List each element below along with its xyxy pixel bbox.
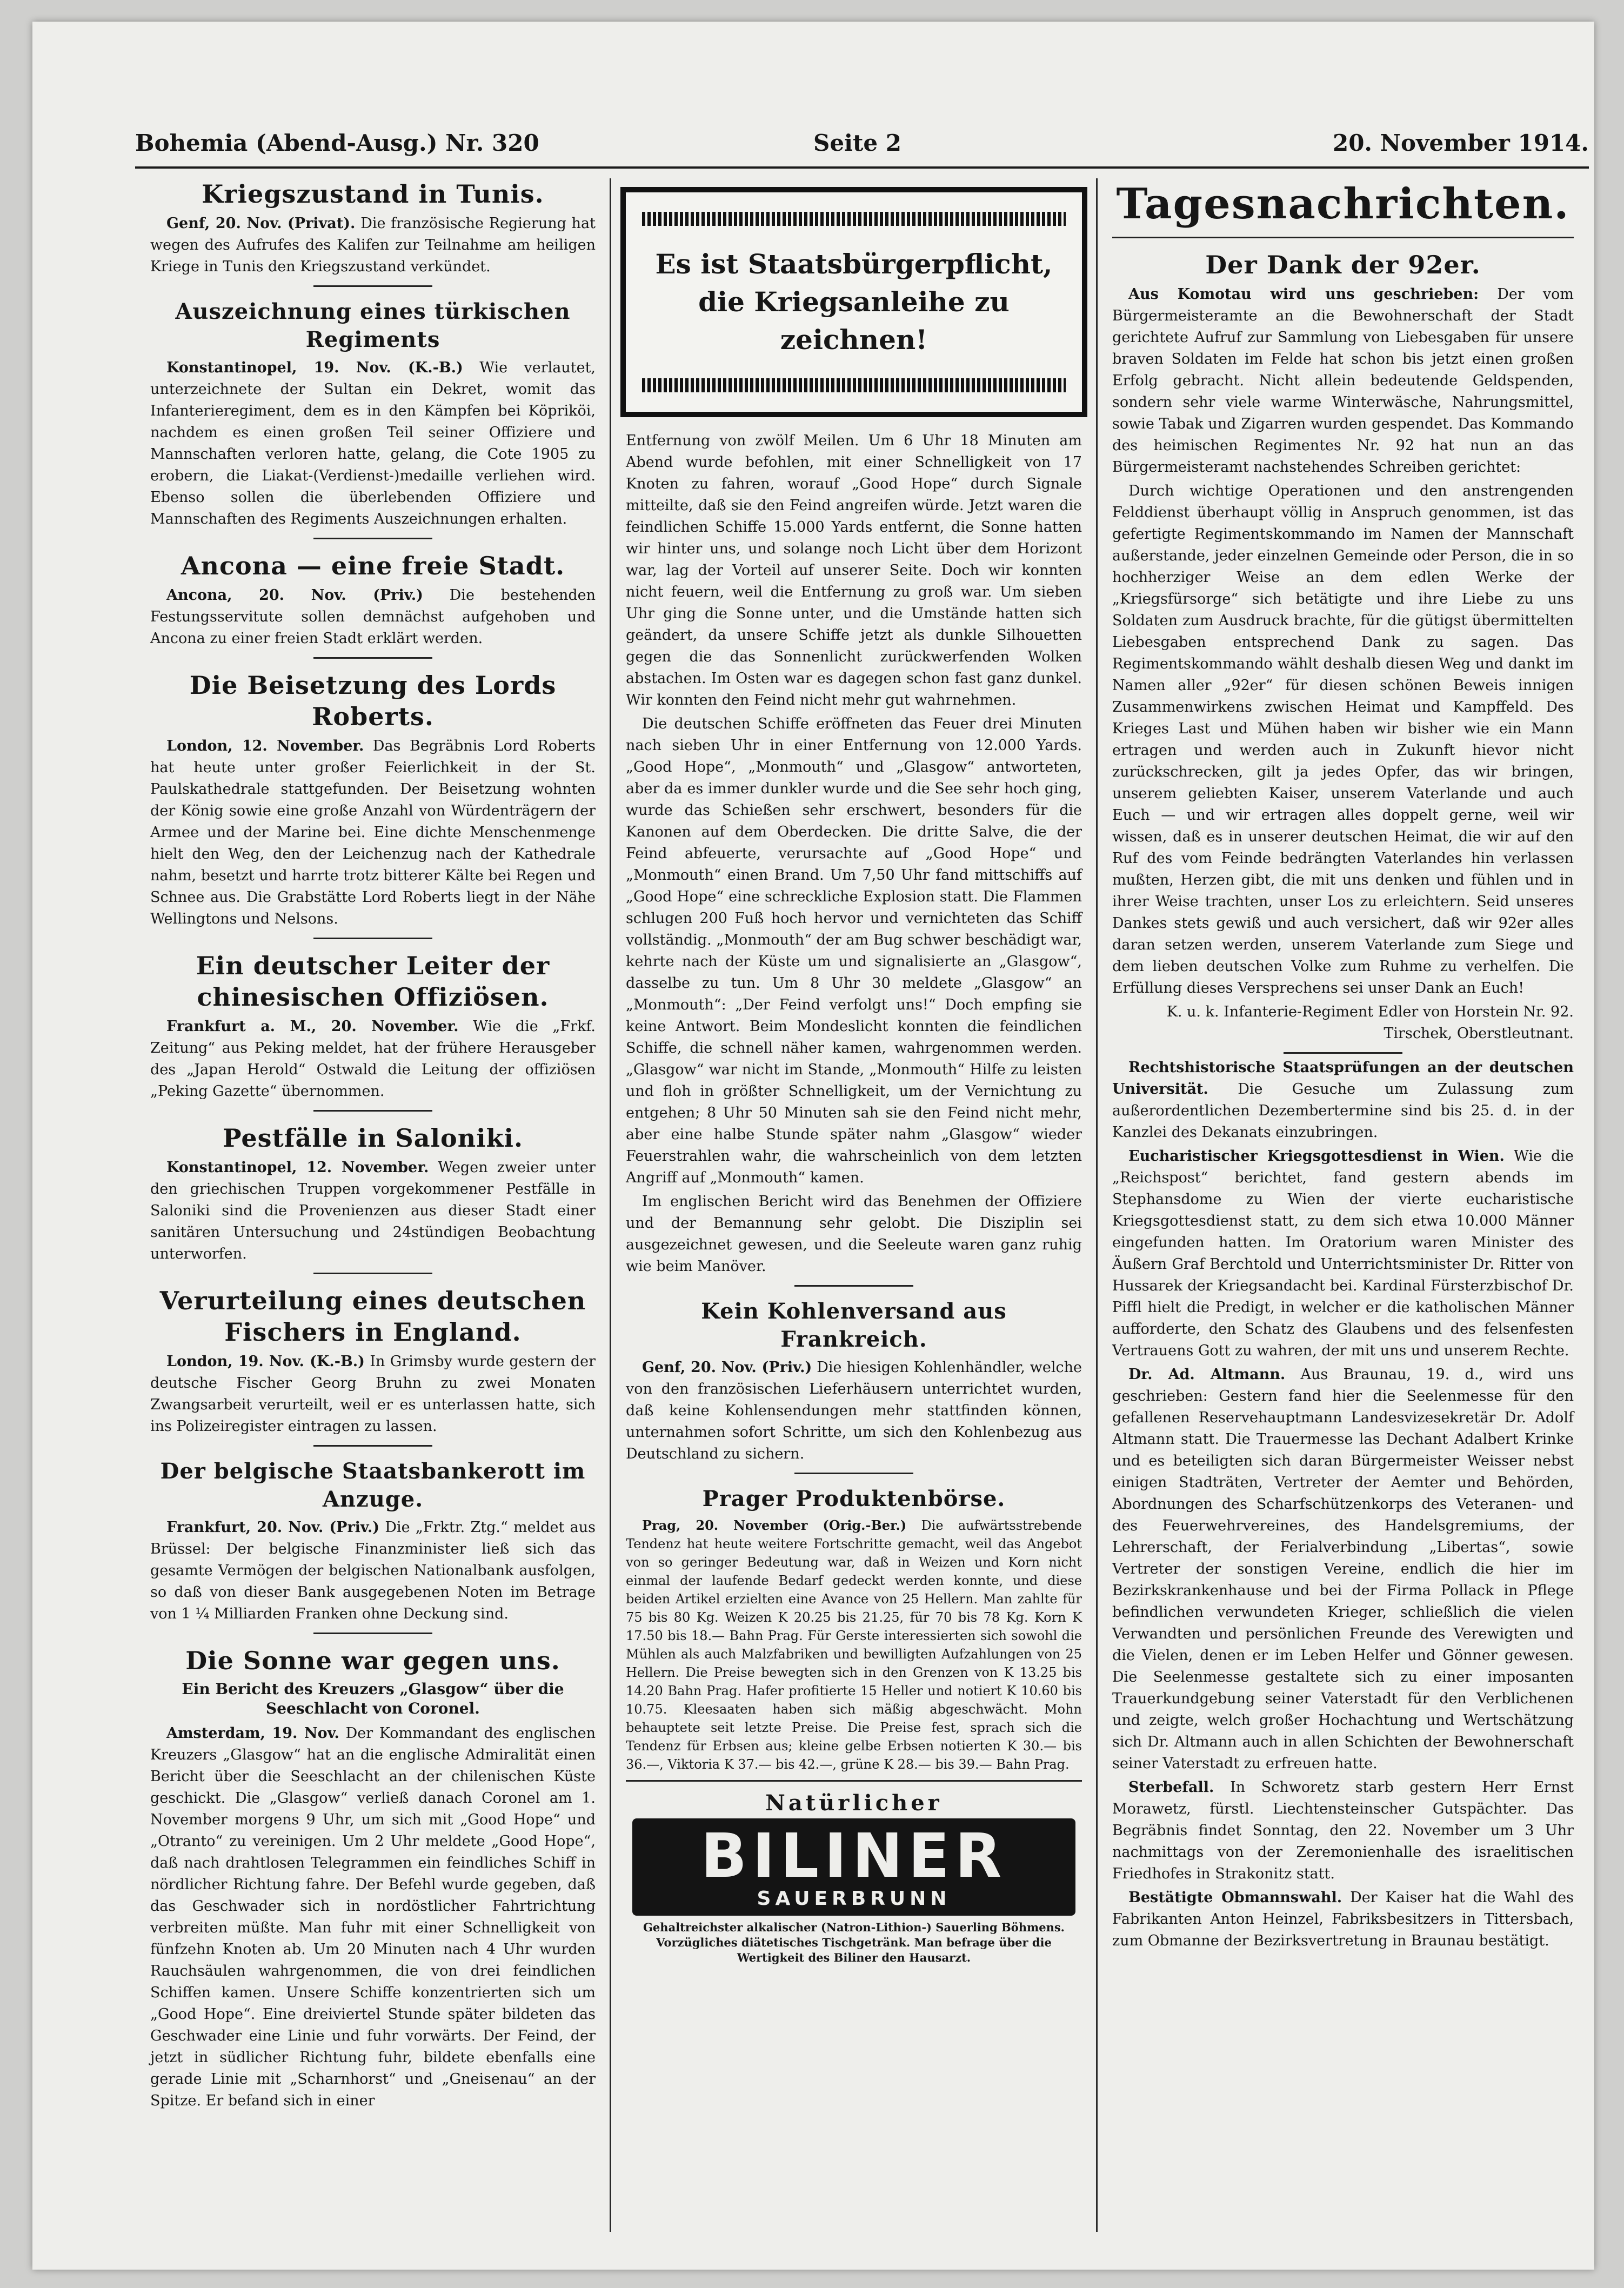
dateline: Genf, 20. Nov. (Priv.) <box>642 1359 812 1376</box>
page-number: Seite 2 <box>813 130 901 156</box>
article-text: Entfernung von zwölf Meilen. Um 6 Uhr 18 Minuten am Abend wurde befohlen, mit einer Schnelligkeit von 17 Knoten zu fahren, worauf „Good Hope“ durch Signale mitteilte, daß sie den Feind angreifen würde. Jetzt waren die feindlichen Schiffe 15.000 Yards entfernt, die Sonne hatten wir hinter uns, und solange noch Licht über dem Horizont war, lag der Vorteil auf unserer Seite. Doch wir konnten nicht feuern, weil die Entfernung zu groß war. Um sieben Uhr ging die Sonne unter, und die Umstände hatten sich geändert, da unsere Schiffe jetzt als dunkle Silhouetten gegen die das Sonnenlicht zurückwerfenden Wolken abstachen. Im Osten war es dagegen schon fast ganz dunkel. Wir konnten den Feind nicht mehr gut wahrnehmen. <box>626 432 1082 708</box>
article-title: Ein deutscher Leiter der chinesischen Offiziösen. <box>196 951 550 1012</box>
column-3 <box>1097 178 1589 2237</box>
article-title: Auszeichnung eines türkischen Regiments <box>175 299 571 352</box>
divider <box>626 1780 1082 1782</box>
article-title: Prager Produktenbörse. <box>702 1486 1006 1511</box>
biliner-logo <box>632 1818 1075 1916</box>
dateline: Sterbefall. <box>1128 1779 1214 1796</box>
article-title: Kein Kohlenversand aus Frankreich. <box>701 1299 1007 1352</box>
dateline: Frankfurt a. M., 20. November. <box>166 1018 459 1035</box>
article-text: Die aufwärtsstrebende Tendenz hat heute weitere Fortschritte gemacht, weil das Angebot von so geringer Bedeutung war, daß in Weizen und Korn nicht einmal der laufende Bedarf gedeckt werden konnte, und diese beiden Artikel erzielten eine Avance von 25 Hellern. Man zahlte für 75 bis 80 Kg. Weizen K 20.25 bis 21.25, für 70 bis 78 Kg. Korn K 17.50 bis 18.— Bahn Prag. Für Gerste interessierten sich sowohl die Mühlen als auch Malzfabriken und bewilligten Aufzahlungen von 25 Hellern. Die Preise bewegten sich in den Grenzen von K 13.25 bis 14.20 Bahn Prag. Hafer profitierte 15 Heller und notiert K 10.60 bis 10.75. Kleesaaten haben sich mäßig abgeschwächt. Mohn behauptete seit letzte Preise. Die Preise fest, sprach sich die Tendenz für Erbsen aus; kleine gelbe Erbsen notierten K 30.— bis 36.—, Viktoria K 37.— bis 42.—, grüne K 28.— bis 39.— Bahn Prag. <box>626 1518 1082 1772</box>
article-title: Kriegszustand in Tunis. <box>202 179 544 209</box>
dateline: London, 12. November. <box>166 738 364 754</box>
biliner-ad <box>626 1792 1082 1965</box>
dateline: Amsterdam, 19. Nov. <box>166 1725 339 1742</box>
divider <box>313 1110 432 1112</box>
article-subtitle: Ein Bericht des Kreuzers „Glasgow“ über die Seeschlacht von Coronel. <box>182 1680 564 1717</box>
dateline: Bestätigte Obmannswahl. <box>1128 1889 1342 1906</box>
dateline: Prag, 20. November (Orig.-Ber.) <box>642 1517 907 1533</box>
article-text: Aus Braunau, 19. d., wird uns geschrieben: Gestern fand hier die Seelenmesse für den gefallenen Reservehauptmann Landesvizesekretär Dr. Adolf Altmann statt. Die Trauermesse las Dechant Adalbert Krinke und es beteiligten sich daran Bürgermeister Weisser nebst einigen Stadträten, Vertreter der Aemter und Behörden, Abordnungen des Scharfschützenkorps des Veteranen- und des Feuerwehrvereines, des Handelsgremiums, der Lehrerschaft, der Ferialverbindung „Libertas“, sowie Vertreter der sonstigen Vereine, endlich die hier im Bezirkskrankenhause und bei der Firma Pollack in Pflege befindlichen verwundeten Krieger, schließlich die vielen Verwandten und persönlichen Freunde des Verewigten und die Vielen, denen er im Leben Helfer und Gönner gewesen. Die Seelenmesse gestaltete sich zu einer imposanten Trauerkundgebung seiner Vaterstadt für den Verblichenen und zeigte, welch großer Hochachtung und Wertschätzung sich Dr. Altmann auch in allen Schichten der Bewohnerschaft seiner Vaterstadt zu erfreuen hatte. <box>1112 1366 1574 1772</box>
page-header <box>135 130 1589 168</box>
article-title: Verurteilung eines deutschen Fischers in England. <box>159 1286 586 1347</box>
section-title: Tagesnachrichten. <box>1116 179 1570 229</box>
dateline: Ancona, 20. Nov. (Priv.) <box>166 587 423 604</box>
dateline: Konstantinopel, 12. November. <box>166 1159 429 1176</box>
divider <box>1284 1052 1402 1054</box>
dateline: Eucharistischer Kriegsgottesdienst in Wien. <box>1128 1148 1505 1165</box>
article-text: Wie die „Frkf. Zeitung“ aus Peking meldet, hat der frühere Herausgeber des „Japan Herold“ Ostwald die Leitung der offiziösen „Peking Gazette“ übernommen. <box>150 1018 596 1100</box>
dateline: Dr. Ad. Altmann. <box>1128 1366 1286 1383</box>
article-text: Im englischen Bericht wird das Benehmen der Offiziere und der Bemannung sehr gelobt. Die Disziplin sei ausgezeichnet gewesen, und die Seeleute waren ganz ruhig wie beim Manöver. <box>626 1193 1082 1275</box>
divider <box>1112 237 1574 238</box>
divider <box>313 1445 432 1447</box>
article-text: Durch wichtige Operationen und den anstrengenden Felddienst überhaupt völlig in Anspruch genommen, ist das gefertigte Regimentskommando im Namen der Mannschaft außerstande, jeder einzelnen Gemeinde oder Person, die in so hochherziger Weise an dem edlen Werke der „Kriegsfürsorge“ sich betätigte und ihre Liebe zu uns Soldaten zum Ausdruck brachte, für die gütigst übermittelten Liebesgaben entsprechend Dank zu sagen. Das Regimentskommando wählt deshalb diesen Weg und dankt im Namen aller „92er“ für diesen schönen Beweis innigen Zusammenwirkens zwischen Heimat und Kampffeld. Des Krieges Last und Mühen haben wir bisher wie ein Mann ertragen und werden auch in Zukunft hievor nicht zurückschrecken, gilt ja jedes Opfer, das wir bringen, unserem geliebten Kaiser, unserem Vaterlande und auch Euch — und wir ertragen alles doppelt gerne, weil wir wissen, daß es in unserer deutschen Heimat, die wir auf den Ruf des vom Feinde bedrängten Vaterlandes hin verlassen mußten, Herzen gibt, die mit uns denken und fühlen und in ihrer Weise trachten, unser Los zu erleichtern. Seid unseres Dankes stets gewiß und auch versichert, daß wir 92er alles daran setzen werden, unserem Vaterlande zum Siege und dem lieben deutschen Volke zum Ruhme zu verhelfen. Die Erfüllung dieses Versprechens sei unser Dank an Euch! <box>1112 483 1574 996</box>
article-text: Die französische Regierung hat wegen des Aufrufes des Kalifen zur Teilnahme am heiligen Kriege in Tunis den Kriegszustand verkündet. <box>150 215 596 275</box>
brand-sub: SAUERBRUNN <box>757 1888 951 1910</box>
signature: K. u. k. Infanterie-Regiment Edler von Horstein Nr. 92. Tirschek, Oberstleutnant. <box>1166 1003 1574 1042</box>
article-text: Die deutschen Schiffe eröffneten das Feuer drei Minuten nach sieben Uhr in einer Entfernung von 12.000 Yards. „Good Hope“, „Monmouth“ und „Glasgow“ antworteten, aber da es immer dunkler wurde und die See sehr hoch ging, wurde das Schießen sehr erschwert, besonders für die Kanonen auf dem Oberdecken. Die dritte Salve, die der Feind abfeuerte, verursachte auf „Good Hope“ und „Monmouth“ einen Brand. Um 7,50 Uhr fand mittschiffs auf „Good Hope“ eine schreckliche Explosion statt. Die Flammen schlugen 200 Fuß hoch hervor und vernichteten das Schiff vollständig. „Monmouth“ der am Bug schwer beschädigt war, kehrte nach der Küste um und signalisierte an „Glasgow“, dasselbe zu tun. Um 8 Uhr 30 meldete „Glasgow“ an „Monmouth“: „Der Feind verfolgt uns!“ Doch empfing sie keine Antwort. Beim Mondeslicht konnten die feindlichen Schiffe, die schnell näher kamen, wahrgenommen werden. „Glasgow“ war nicht im Stande, „Monmouth“ Hilfe zu leisten und floh in größter Schnelligkeit, um der Vernichtung zu entgehen; 8 Uhr 50 Minuten sah sie den Feind nicht mehr, aber eine halbe Stunde später nahm „Glasgow“ wieder Feuerstrahlen wahr, die wahrscheinlich von dem letzten Angriff auf „Monmouth“ kamen. <box>626 715 1082 1186</box>
article-text: Die bestehenden Festungsservitute sollen demnächst aufgehoben und Ancona zu einer freien Stadt erklärt werden. <box>150 587 596 647</box>
article-text: Wie die „Reichspost“ berichtet, fand gestern abends im Stephansdome zu Wien der vierte eucharistische Kriegsgottesdienst statt, zu dem sich etwa 10.000 Männer eingefunden hatten. Im Oratorium waren Minister des Äußern Graf Berchtold und Unterrichtsminister Dr. Ritter von Hussarek der Kriegsandacht bei. Kardinal Fürsterzbischof Dr. Piffl hielt die Predigt, in welcher er die katholischen Männer aufforderte, den Schatz des Glaubens und des felsenfesten Vertrauens Gott zu wahren, der mit uns und unserem Rechte. <box>1112 1148 1574 1359</box>
article-text: Der Kaiser hat die Wahl des Fabrikanten Anton Heinzel, Fabriksbesitzers in Tittersbach, zum Obmanne der Bezirksvertretung in Braunau bestätigt. <box>1112 1889 1574 1949</box>
article-title: Der Dank der 92er. <box>1205 250 1481 279</box>
article-text: In Grimsby wurde gestern der deutsche Fischer Georg Bruhn zu zwei Monaten Zwangsarbeit verurteilt, weil er es unterlassen hatte, sich ins Polizeiregister eintragen zu lassen. <box>150 1353 596 1435</box>
header-rule <box>135 166 1589 169</box>
dateline: London, 19. Nov. (K.-B.) <box>166 1353 365 1370</box>
article-title: Die Beisetzung des Lords Roberts. <box>189 671 557 731</box>
divider <box>794 1473 913 1474</box>
column-2 <box>611 178 1097 2237</box>
dateline: Frankfurt, 20. Nov. (Priv.) <box>166 1519 380 1536</box>
dateline: Konstantinopel, 19. Nov. (K.-B.) <box>166 359 463 376</box>
article-text: Die „Frktr. Ztg.“ meldet aus Brüssel: Der belgische Finanzminister ließ sich das gesamte Vermögen der belgischen Nationalbank ausfolgen, so daß von dieser Bank ausgegebenen Noten im Betrage von 1 ¼ Milliarden Franken ohne Deckung sind. <box>150 1519 596 1622</box>
dateline: Rechtshistorische Staatsprüfungen an der deutschen Universität. <box>1112 1059 1574 1098</box>
issue-date: 20. November 1914. <box>1332 130 1589 156</box>
brand-name: BILINER <box>700 1821 1007 1891</box>
divider <box>313 1273 432 1274</box>
divider <box>313 657 432 659</box>
article-text: Die hiesigen Kohlenhändler, welche von den französischen Lieferhäusern unterrichtet wurden, daß keine Kohlensendungen mehr stattfinden können, unternahmen sofort Schritte, um sich den Kohlenbezug aus Deutschland zu sichern. <box>626 1359 1082 1462</box>
article-text: Der Kommandant des englischen Kreuzers „Glasgow“ hat an die englische Admiralität einen Bericht über die Seeschlacht an der chilenischen Küste geschickt. Die „Glasgow“ verließ danach Coronel am 1. November morgens 9 Uhr, um sich mit „Good Hope“ und „Otranto“ zu vereinigen. Um 2 Uhr meldete „Good Hope“, daß nach drahtlosen Telegrammen ein feindliches Schiff in nördlicher Richtung fahre. Der Befehl wurde gegeben, daß das Geschwader sich in nordöstlicher Fahrtrichtung verbreiten müßte. Man fuhr mit einer Schnelligkeit von fünfzehn Knoten ab. Um 20 Minuten nach 4 Uhr wurden Rauchsäulen wahrgenommen, die von drei feindlichen Schiffen kamen. Unsere Schiffe konzentrierten sich um „Good Hope“. Eine dreiviertel Stunde später bildeten das Geschwader eine Linie und fuhr vorwärts. Der Feind, der jetzt in südlicher Richtung fuhr, bildete ebenfalls eine gerade Linie mit „Scharnhorst“ und „Gneisenau“ an der Spitze. Er befand sich in einer <box>150 1725 596 2109</box>
divider <box>313 1633 432 1634</box>
article-text: Wie verlautet, unterzeichnete der Sultan ein Dekret, womit das Infanterieregiment, dem es in den Kämpfen bei Köpriköi, nachdem es einen großen Teil seiner Offiziere und Mannschaften verloren hatte, gelang, die Cote 1905 zu erobern, die Liakat-(Verdienst-)medaille verliehen wird. Ebenso sollen die überlebenden Offiziere und Mannschaften des Regiments Auszeichnungen erhalten. <box>150 359 596 527</box>
column-1 <box>135 178 611 2237</box>
article-title: Pestfälle in Saloniki. <box>223 1123 523 1153</box>
article-text: Der vom Bürgermeisteramte an die Bewohnerschaft der Stadt gerichtete Aufruf zur Sammlung von Liebesgaben für unsere braven Soldaten im Felde hat schon bis jetzt einen großen Erfolg gebracht. Nicht allein bedeutende Geldspenden, sondern sehr viele warme Winterwäsche, Nahrungsmittel, sowie Tabak und Zigarren wurden gespendet. Das Kommando des heimischen Regimentes Nr. 92 hat nun an das Bürgermeisteramt nachstehendes Schreiben gerichtet: <box>1112 286 1574 476</box>
ad-text: Es ist Staatsbürgerpflicht, die Kriegsanleihe zu zeichnen! <box>655 248 1053 356</box>
ad-headline: Natürlicher <box>765 1790 943 1816</box>
dateline: Aus Komotau wird uns geschrieben: <box>1128 286 1479 303</box>
ad-ornament-bar <box>642 378 1066 392</box>
divider <box>313 538 432 539</box>
newspaper-page <box>32 22 1594 2270</box>
article-title: Ancona — eine freie Stadt. <box>181 551 565 580</box>
ad-ornament-bar <box>642 212 1066 226</box>
divider <box>794 1285 913 1287</box>
ad-fineprint: Gehaltreichster alkalischer (Natron-Lithion-) Sauerling Böhmens. Vorzügliches diätetisches Tischgetränk. Man befrage über die Wertigkeit des Biliner den Hausarzt. <box>643 1921 1065 1964</box>
war-bond-ad <box>620 187 1087 417</box>
divider <box>313 285 432 287</box>
article-text: Das Begräbnis Lord Roberts hat heute unter großer Feierlichkeit in der St. Paulskathedrale stattgefunden. Der Beisetzung wohnten der König sowie eine große Anzahl von Würdenträgern der Armee und der Marine bei. Eine dichte Menschenmenge hielt den Weg, den der Leichenzug nach der Kathedrale nahm, besetzt und harrte trotz bitterer Kälte bei Regen und Schnee aus. Die Grabstätte Lord Roberts liegt in der Nähe Wellingtons und Nelsons. <box>150 738 596 927</box>
masthead-title: Bohemia (Abend-Ausg.) Nr. 320 <box>135 130 539 156</box>
divider <box>313 938 432 939</box>
article-title: Der belgische Staatsbankerott im Anzuge. <box>160 1459 586 1512</box>
article-text: Die Gesuche um Zulassung zum außerordentlichen Dezembertermine sind bis 25. d. in der Kanzlei des Dekanats einzubringen. <box>1112 1081 1574 1141</box>
article-text: In Schworetz starb gestern Herr Ernst Morawetz, fürstl. Liechtensteinscher Gutspächter. Das Begräbnis findet Sonntag, den 22. November um 3 Uhr nachmittags von der Zeremonienhalle des israelitischen Friedhofes in Strakonitz statt. <box>1112 1779 1574 1882</box>
dateline: Genf, 20. Nov. (Privat). <box>166 215 356 232</box>
article-title: Die Sonne war gegen uns. <box>185 1646 560 1675</box>
article-text: Wegen zweier unter den griechischen Truppen vorgekommener Pestfälle in Saloniki sind die Provenienzen aus dieser Stadt einer sanitären Untersuchung und 24stündigen Beobachtung unterworfen. <box>150 1159 596 1262</box>
